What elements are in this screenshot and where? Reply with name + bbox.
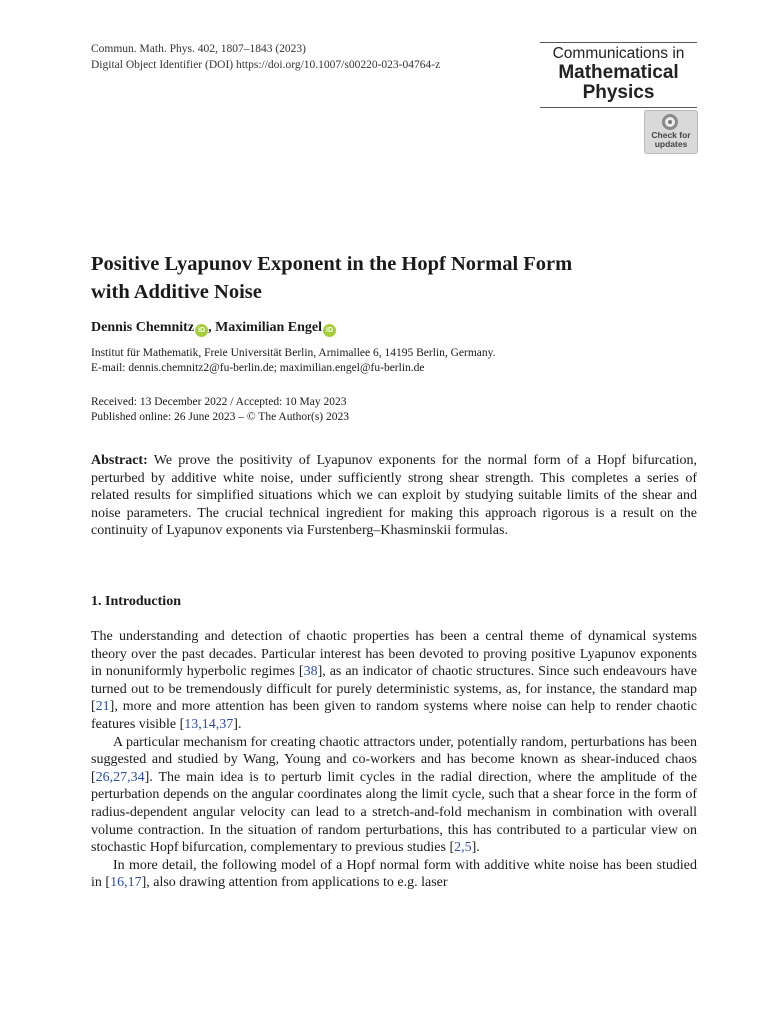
badge-line2: updates <box>654 139 688 149</box>
affiliation <box>91 346 496 376</box>
orcid-icon[interactable]: iD <box>195 324 208 337</box>
published-online: Published online: 26 June 2023 – © The Author(s) 2023 <box>91 411 349 423</box>
text-run: The understanding and detection of chaotic properties has been a central theme of dynamical systems theory over the past decades. Particular interest has been devoted to proving positive Lyapunov exponents in nonuniformly hyperbolic regimes [ <box>91 629 697 680</box>
text-run: ]. The main idea is to perturb limit cycles in the radial direction, where the amplitude of the perturbation depends on the angular coordinates along the limit cycle, such that a shear force in the form of radius-dependent angular velocity can lead to a stretch-and-fold mechanism in combination with overall volume contraction. In the situation of random perturbations, this has contributed to a particular view on stochastic Hopf bifurcation, complementary to previous studies [ <box>91 769 697 856</box>
text-run: A particular mechanism for creating chaotic attractors under, potentially random, perturbations has been suggested and studied by Wang, Young and co-workers and has become known as shear-induced chaos [ <box>91 734 697 785</box>
citation-link[interactable]: 13,14,37 <box>184 716 234 732</box>
citation-link[interactable]: 38 <box>303 664 318 680</box>
check-for-updates-button[interactable] <box>644 110 698 154</box>
paragraph <box>91 734 697 857</box>
author-list <box>91 318 336 338</box>
citation-link[interactable]: 2,5 <box>454 840 472 856</box>
citation-block <box>91 41 440 73</box>
author-separator: , <box>208 320 216 335</box>
text-run: ], also drawing attention from applications to e.g. laser <box>141 875 448 891</box>
abstract-label: Abstract: <box>91 453 148 468</box>
paper-title <box>91 250 691 306</box>
orcid-icon[interactable]: iD <box>323 324 336 337</box>
logo-rule-bottom <box>540 107 697 108</box>
text-run: ]. <box>471 840 480 856</box>
citation-link[interactable]: 21 <box>95 699 110 715</box>
title-line1: Positive Lyapunov Exponent in the Hopf Normal Form <box>91 253 573 275</box>
badge-line1: Check for <box>651 130 691 140</box>
section-heading: 1. Introduction <box>91 594 181 609</box>
doi-line[interactable]: Digital Object Identifier (DOI) https://doi.org/10.1007/s00220-023-04764-z <box>91 59 441 71</box>
citation-link[interactable]: 16,17 <box>110 875 142 891</box>
logo-rule-top <box>540 42 697 43</box>
paragraph <box>91 857 697 892</box>
text-run: In more detail, the following model of a Hopf normal form with additive white noise has been studied in [ <box>91 857 697 891</box>
journal-name-line1: Communications in <box>552 45 685 62</box>
citation-line: Commun. Math. Phys. 402, 1807–1843 (2023) <box>91 43 306 55</box>
check-updates-icon <box>662 114 678 130</box>
affiliation-line: Institut für Mathematik, Freie Universität Berlin, Arnimallee 6, 14195 Berlin, Germany. <box>91 347 496 359</box>
publication-dates <box>91 395 349 425</box>
body-text <box>91 628 697 892</box>
journal-logo <box>540 42 697 110</box>
title-line2: with Additive Noise <box>91 281 262 303</box>
email-line: E-mail: dennis.chemnitz2@fu-berlin.de; maximilian.engel@fu-berlin.de <box>91 362 425 374</box>
text-run: ], as an indicator of chaotic structures. Since such endeavours have turned out to be tremendously difficult for purely deterministic systems, as, for instance, the standard map [ <box>91 664 697 715</box>
citation-link[interactable]: 26,27,34 <box>95 769 145 785</box>
text-run: ], more and more attention has been given to random systems where noise can help to render chaotic features visible [ <box>91 699 697 732</box>
journal-name-line2: Mathematical <box>558 62 679 83</box>
text-run: ]. <box>233 716 242 732</box>
check-updates-label <box>645 131 697 149</box>
paragraph <box>91 628 697 734</box>
author-name: Dennis Chemnitz <box>91 320 195 335</box>
author-name: Maximilian Engel <box>215 320 323 335</box>
abstract <box>91 452 697 540</box>
journal-name-line3: Physics <box>582 82 655 103</box>
received-accepted: Received: 13 December 2022 / Accepted: 10 May 2023 <box>91 396 347 408</box>
abstract-text: We prove the positivity of Lyapunov exponents for the normal form of a Hopf bifurcation, perturbed by additive white noise, under sufficiently strong shear strength. This completes a series of related results for simplified situations which we can exploit by studying suitable limits of the shear and noise parameters. The crucial technical ingredient for making this approach rigorous is a result on the continuity of Lyapunov exponents via Furstenberg–Khasminskii formulas. <box>91 453 697 539</box>
